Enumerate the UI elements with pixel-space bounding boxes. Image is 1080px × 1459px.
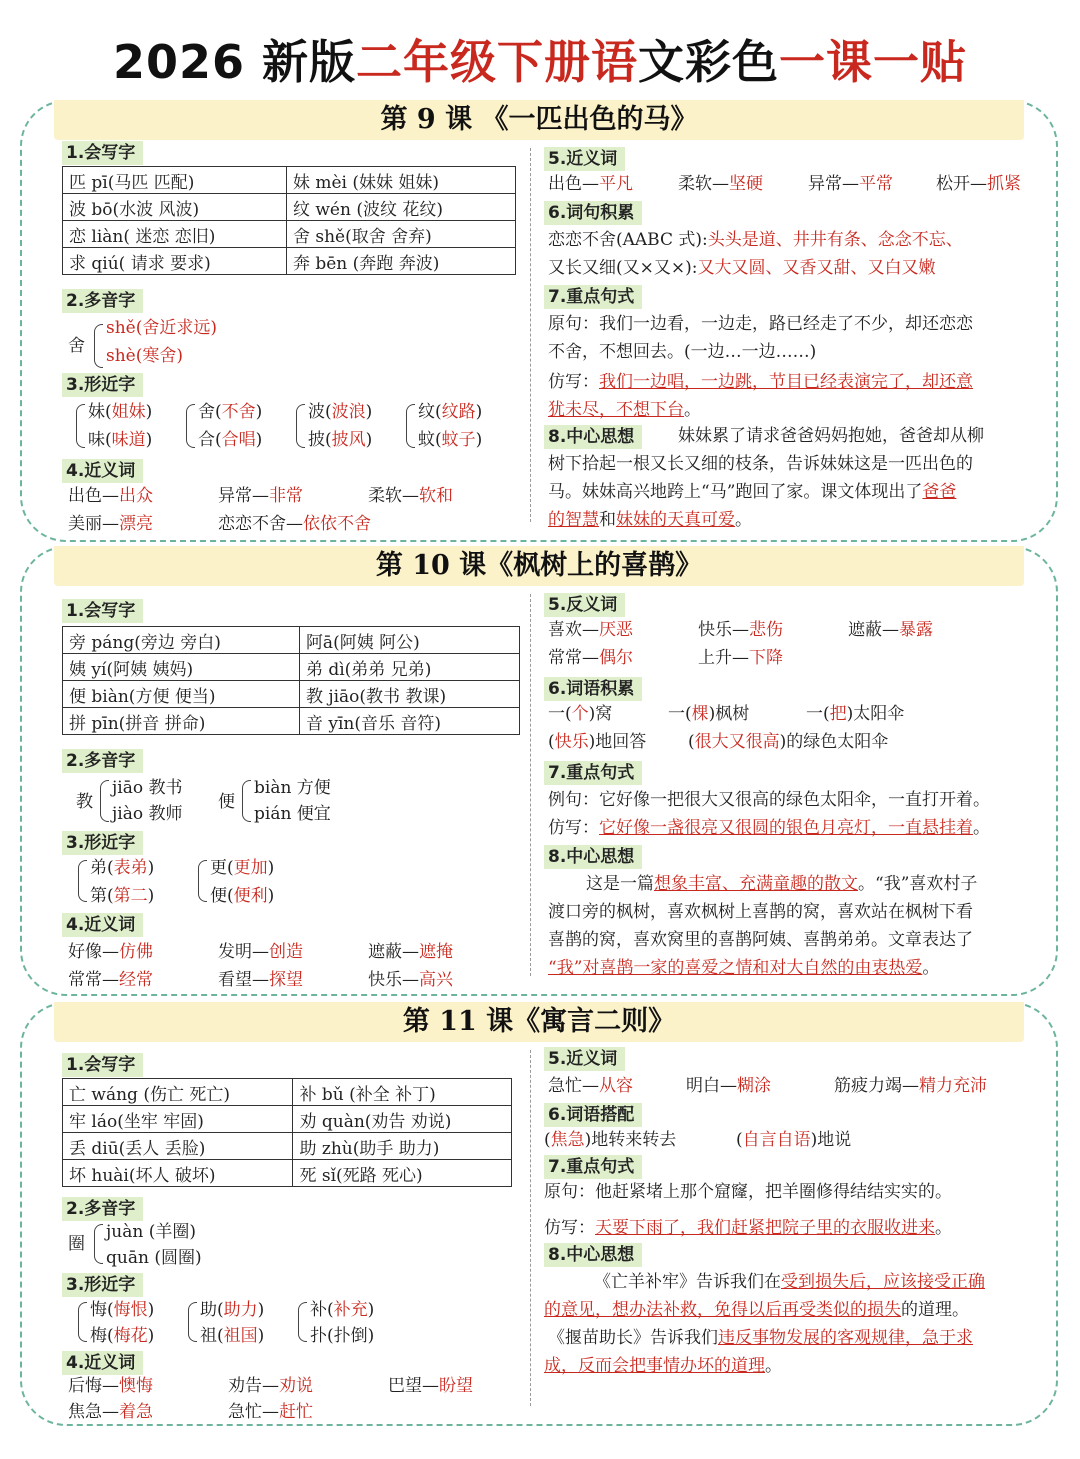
antonym-pair: 常常—偶尔 [548,648,633,668]
synonym-pair: 急忙—赶忙 [228,1402,313,1422]
char-cell: 补 bǔ (补全 补丁) [293,1079,512,1106]
section-heading: 1.会写字 [62,1052,143,1079]
page-title: 2026 新版二年级下册语文彩色一课一贴 [112,35,968,89]
similar-char: 悔(悔恨) [90,1300,155,1320]
antonym-pair: 上升—下降 [698,648,783,668]
lesson-title: 第 10 课《枫树上的喜鹊》 [54,546,1024,586]
char-cell: 死 sǐ(死路 死心) [293,1160,512,1187]
word-collocation: (焦急)地转来转去 [544,1130,677,1150]
synonym-pair: 美丽—漂亮 [68,514,153,534]
polyphone-reading: shè(寒舍) [106,346,183,366]
section-heading: 2.多音字 [62,288,143,315]
example-sentence: 例句：它好像一把很大又很高的绿色太阳伞，一直打开着。 [548,790,990,810]
section-heading: 4.近义词 [62,1350,143,1377]
brace [94,1224,103,1264]
brace [100,780,109,822]
char-cell: 助 zhù(助手 助力) [293,1133,512,1160]
synonym-pair: 筋疲力竭—精力充沛 [834,1076,987,1096]
synonym-pair: 巴望—盼望 [388,1376,473,1396]
similar-char: 更(更加) [210,858,275,878]
section-heading: 5.近义词 [544,146,625,173]
char-cell: 旁 páng(旁边 旁白) [63,627,300,654]
synonym-pair: 急忙—从容 [548,1076,633,1096]
section-heading: 5.反义词 [544,592,625,619]
section-heading: 4.近义词 [62,912,143,939]
similar-char: 补(补充) [310,1300,375,1320]
char-cell: 便 biàn(方便 便当) [63,681,300,708]
polyphone-reading: pián 便宜 [254,804,331,824]
char-cell: 恋 liàn( 迷恋 恋旧) [63,221,287,248]
main-idea-text: 妹妹累了请求爸爸妈妈抱她，爸爸却从柳 [678,426,984,446]
polyphone-reading: jiāo 教书 [112,778,183,798]
synonym-pair: 柔软—软和 [368,486,453,506]
synonym-pair: 柔软—坚硬 [678,174,763,194]
main-idea-text: 《亡羊补牢》告诉我们在受到损失后，应该接受正确 [594,1272,985,1292]
polyphone-char: 舍 [68,336,85,356]
writing-characters-table [62,626,520,735]
char-cell: 求 qiú( 请求 要求) [63,248,287,275]
word-phrase: 一(把)太阳伞 [806,704,905,724]
original-sentence: 不舍，不想回去。(一边…一边……) [548,342,817,362]
synonym-pair: 焦急—着急 [68,1402,153,1422]
section-heading: 3.形近字 [62,372,143,399]
section-heading: 8.中心思想 [544,424,642,451]
char-cell: 舍 shě(取舍 舍弃) [286,221,515,248]
word-accumulation: 恋恋不舍(AABC 式):头头是道、井井有条、念念不忘、 [548,230,963,250]
char-cell: 匹 pī(马匹 匹配) [63,167,287,194]
polyphone-reading: jiào 教师 [112,804,183,824]
main-idea-text: 渡口旁的枫树，喜欢枫树上喜鹊的窝，喜欢站在枫树下看 [548,902,973,922]
brace [242,780,251,822]
synonym-pair: 出色—出众 [68,486,153,506]
char-cell: 坏 huài(坏人 破坏) [63,1160,293,1187]
antonym-pair: 快乐—悲伤 [698,620,783,640]
word-phrase: (快乐)地回答 [548,732,647,752]
section-heading: 4.近义词 [62,458,143,485]
section-heading: 7.重点句式 [544,284,642,311]
synonym-pair: 劝告—劝说 [228,1376,313,1396]
similar-char: 扑(扑倒) [310,1326,375,1346]
char-cell: 拼 pīn(拼音 拼命) [63,708,300,735]
main-idea-text: 成，反而会把事情办坏的道理。 [544,1356,782,1376]
section-heading: 8.中心思想 [544,844,642,871]
word-phrase: (很大又很高)的绿色太阳伞 [688,732,889,752]
char-cell: 牢 láo(坐牢 牢固) [63,1106,293,1133]
polyphone-reading: juàn (羊圈) [106,1222,196,1242]
char-cell: 劝 quàn(劝告 劝说) [293,1106,512,1133]
char-cell: 丢 diū(丢人 丢脸) [63,1133,293,1160]
brace [198,860,207,902]
synonym-pair: 快乐—高兴 [368,970,453,990]
main-idea-text: 《揠苗助长》告诉我们违反事物发展的客观规律，急于求 [548,1328,973,1348]
similar-char: 弟(表弟) [90,858,155,878]
section-heading: 6.词语积累 [544,676,642,703]
lesson-10-card [20,546,1058,996]
similar-char: 梅(梅花) [90,1326,155,1346]
section-heading: 1.会写字 [62,140,143,167]
char-cell: 奔 bēn (奔跑 奔波) [286,248,515,275]
char-cell: 阿ā(阿姨 阿公) [299,627,519,654]
polyphone-reading: quān (圆圈) [106,1248,202,1268]
section-heading: 7.重点句式 [544,1154,642,1181]
synonym-pair: 后悔—懊悔 [68,1376,153,1396]
writing-characters-table [62,1078,512,1187]
writing-characters-table [62,166,516,275]
lesson-title: 第 11 课《寓言二则》 [54,1002,1024,1042]
column-divider [530,1050,531,1406]
word-phrase: 一(个)窝 [548,704,613,724]
main-idea-text: 喜鹊的窝，喜欢窝里的喜鹊阿姨、喜鹊弟弟。文章表达了 [548,930,973,950]
similar-char: 便(便利) [210,886,275,906]
main-idea-text: 的意见，想办法补救，免得以后再受类似的损失的道理。 [544,1300,969,1320]
synonym-pair: 遮蔽—遮掩 [368,942,453,962]
section-heading: 6.词句积累 [544,200,642,227]
lesson-11-card [20,1002,1058,1426]
brace [296,404,305,448]
polyphone-reading: biàn 方便 [254,778,331,798]
main-idea-text: “我”对喜鹊一家的喜爱之情和对大自然的由衷热爱。 [548,958,940,978]
synonym-pair: 松开—抓紧 [936,174,1021,194]
char-cell: 音 yīn(音乐 音符) [299,708,519,735]
imitation-sentence: 仿写：我们一边唱，一边跳，节目已经表演完了，却还意 [548,372,973,392]
char-cell: 教 jiāo(教书 教课) [299,681,519,708]
synonym-pair: 好像—仿佛 [68,942,153,962]
char-cell: 弟 dì(弟弟 兄弟) [299,654,519,681]
brace [78,860,87,902]
similar-char: 祖(祖国) [200,1326,265,1346]
synonym-pair: 异常—非常 [218,486,303,506]
antonym-pair: 喜欢—厌恶 [548,620,633,640]
brace [188,1302,197,1342]
synonym-pair: 发明—创造 [218,942,303,962]
main-idea-text: 这是一篇想象丰富、充满童趣的散文。“我”喜欢村子 [586,874,978,894]
brace [76,404,85,448]
imitation-sentence: 犹未尽，不想下台。 [548,400,701,420]
similar-char: 第(第二) [90,886,155,906]
section-heading: 6.词语搭配 [544,1102,642,1129]
synonym-pair: 出色—平凡 [548,174,633,194]
column-divider [530,148,531,522]
brace [186,404,195,448]
polyphone-char: 便 [218,792,235,812]
imitation-sentence: 仿写：它好像一盏很亮又很圆的银色月亮灯，一直悬挂着。 [548,818,990,838]
brace [94,324,103,368]
main-idea-text: 马。妹妹高兴地跨上“马”跑回了家。课文体现出了爸爸 [548,482,957,502]
synonym-pair: 异常—平常 [808,174,893,194]
synonym-pair: 常常—经常 [68,970,153,990]
section-heading: 7.重点句式 [544,760,642,787]
section-heading: 3.形近字 [62,830,143,857]
synonym-pair: 看望—探望 [218,970,303,990]
polyphone-char: 圈 [68,1234,85,1254]
synonym-pair: 明白—糊涂 [686,1076,771,1096]
main-idea-text: 树下拾起一根又长又细的枝条，告诉妹妹这是一匹出色的 [548,454,973,474]
main-idea-text: 的智慧和妹妹的天真可爱。 [548,510,752,530]
word-collocation: (自言自语)地说 [736,1130,852,1150]
antonym-pair: 遮蔽—暴露 [848,620,933,640]
imitation-sentence: 仿写：天要下雨了，我们赶紧把院子里的衣服收进来。 [544,1218,952,1238]
similar-char: 助(助力) [200,1300,265,1320]
polyphone-char: 教 [76,792,93,812]
lesson-title: 第 9 课 《一匹出色的马》 [54,100,1024,140]
section-heading: 1.会写字 [62,598,143,625]
char-cell: 纹 wén (波纹 花纹) [286,194,515,221]
lesson-9-card: 第 9 课 《一匹出色的马》 1.会写字 匹 pī(马匹 匹配) 妹 mèi (妹妹 姐妹) 波 bō(水波 风波) 纹 wén (波纹 花纹) 恋 liàn( 迷恋 恋旧) 舍 shě(取舍 舍弃) 求 qiú( 请求 要求) 奔 bēn (奔跑 奔波) 2.多音字 舍 shě(舍近求远) shè(寒舍) 3.形近字 妹(姐妹) 味(味道) 舍(不舍) 合(合唱) 波(波浪) 披(披风) 纹(纹路) 蚊(蚊子) 4.近义词 出色—出众 异常—非常 柔软—软和 美丽—漂亮 恋恋不舍—依依不舍 5.近义词 出色—平凡 柔软—坚硬 异常—平常 松开—抓紧 6.词句积累 恋恋不舍(AABC 式):头头是道、井井有条、念念不忘、 又长又细(又×又×):又大又圆、又香又甜、又白又嫩 7.重点句式 原句：我们一边看，一边走，路已经走了不少，却还恋恋 不舍，不想回去。(一边…一边……) 仿写：我们一边唱，一边跳，节目已经表演完了，却还意 犹未尽，不想下台。 8.中心思想 妹妹累了请求爸爸妈妈抱她，爸爸却从柳 树下拾起一根又长又细的枝条，告诉妹妹这是一匹出色的 马。妹妹高兴地跨上“马”跑回了家。课文体现出了爸爸 的智慧和妹妹的天真可爱。 [20,100,1058,542]
section-heading: 3.形近字 [62,1272,143,1299]
section-heading: 2.多音字 [62,1196,143,1223]
word-phrase: 一(棵)枫树 [668,704,750,724]
brace [298,1302,307,1342]
char-cell: 妹 mèi (妹妹 姐妹) [286,167,515,194]
section-heading: 2.多音字 [62,748,143,775]
original-sentence: 原句：他赶紧堵上那个窟窿，把羊圈修得结结实实的。 [544,1182,952,1202]
synonym-pair: 恋恋不舍—依依不舍 [218,514,371,534]
polyphone-reading: shě(舍近求远) [106,318,217,338]
word-accumulation: 又长又细(又×又×):又大又圆、又香又甜、又白又嫩 [548,258,936,278]
brace [78,1302,87,1342]
column-divider [530,594,531,976]
original-sentence: 原句：我们一边看，一边走，路已经走了不少，却还恋恋 [548,314,973,334]
char-cell: 姨 yí(阿姨 姨妈) [63,654,300,681]
char-cell: 波 bō(水波 风波) [63,194,287,221]
section-heading: 8.中心思想 [544,1242,642,1269]
section-heading: 5.近义词 [544,1046,625,1073]
brace [406,404,415,448]
char-cell: 亡 wáng (伤亡 死亡) [63,1079,293,1106]
